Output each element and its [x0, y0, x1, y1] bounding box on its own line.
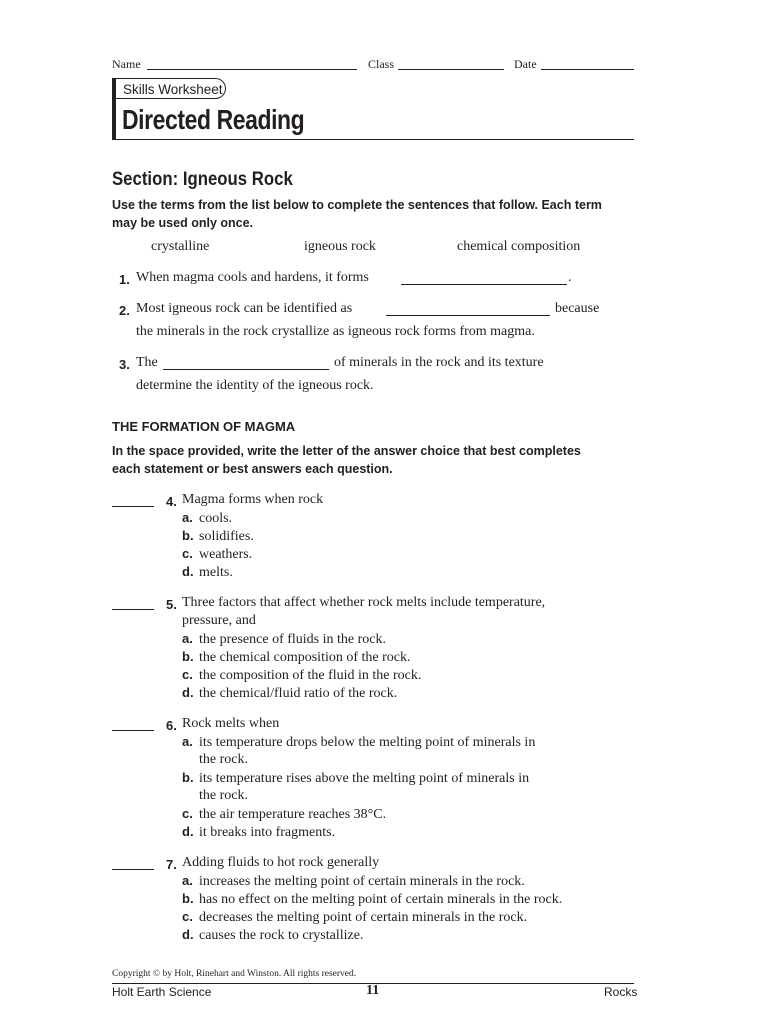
copyright-notice: Copyright © by Holt, Rinehart and Winston. All rights reserved. [112, 969, 357, 979]
choice-d [182, 927, 363, 944]
question-stem: pressure, and [182, 613, 256, 628]
choice-text: the chemical/fluid ratio of the rock. [199, 686, 398, 701]
question-number: 3. [119, 357, 130, 372]
question-number: 1. [119, 272, 130, 287]
choice-text-continued: the rock. [199, 788, 248, 803]
term-crystalline: crystalline [151, 239, 210, 254]
page-title: Directed Reading [122, 104, 305, 135]
question-text: the minerals in the rock crystallize as igneous rock forms from magma. [136, 324, 535, 339]
choice-letter: c. [182, 909, 193, 924]
choice-c [182, 667, 421, 684]
answer-blank-7[interactable] [112, 869, 154, 870]
choice-letter: d. [182, 927, 194, 942]
choice-text: the presence of fluids in the rock. [199, 632, 386, 647]
choice-a [182, 734, 535, 751]
date-label: Date [514, 57, 537, 71]
question-number: 4. [166, 494, 177, 509]
choice-letter: b. [182, 528, 194, 543]
choice-c [182, 909, 527, 926]
choice-text: cools. [199, 511, 233, 526]
choice-text: it breaks into fragments. [199, 825, 336, 840]
choice-text: its temperature drops below the melting point of minerals in [199, 735, 536, 750]
choice-text: its temperature rises above the melting point of minerals in [199, 771, 530, 786]
question-text: The [136, 355, 158, 370]
choice-letter: a. [182, 631, 193, 646]
instructions-line-1: Use the terms from the list below to complete the sentences that follow. Each term [112, 198, 602, 212]
instructions-line-2: each statement or best answers each question. [112, 462, 393, 476]
choice-c [182, 546, 252, 563]
question-stem: Magma forms when rock [182, 492, 324, 507]
date-field[interactable] [541, 69, 634, 70]
choice-letter: b. [182, 649, 194, 664]
choice-a [182, 873, 525, 890]
choice-text: increases the melting point of certain minerals in the rock. [199, 874, 525, 889]
choice-b [182, 649, 411, 666]
choice-letter: b. [182, 891, 194, 906]
question-text: . [568, 270, 572, 285]
choice-text: the chemical composition of the rock. [199, 650, 411, 665]
question-text: Most igneous rock can be identified as [136, 301, 353, 316]
choice-letter: d. [182, 685, 194, 700]
choice-text: decreases the melting point of certain minerals in the rock. [199, 910, 528, 925]
term-igneous-rock: igneous rock [304, 239, 376, 254]
choice-d [182, 564, 233, 581]
section-title: Section: Igneous Rock [112, 168, 293, 190]
choice-letter: a. [182, 873, 193, 888]
page-number: 11 [366, 983, 380, 998]
footer-chapter: Rocks [604, 985, 638, 999]
footer-book-title: Holt Earth Science [112, 985, 212, 999]
choice-d [182, 824, 335, 841]
answer-blank-2[interactable] [386, 315, 550, 316]
name-label: Name [112, 57, 141, 71]
question-text: When magma cools and hardens, it forms [136, 270, 369, 285]
choice-text-continued: the rock. [199, 752, 248, 767]
title-rule [112, 139, 634, 140]
choice-text: weathers. [199, 547, 253, 562]
question-text: because [555, 301, 600, 316]
choice-text: causes the rock to crystallize. [199, 928, 364, 943]
name-field[interactable] [147, 69, 357, 70]
answer-blank-1[interactable] [401, 284, 567, 285]
choice-letter: c. [182, 806, 193, 821]
worksheet-badge: Skills Worksheet [116, 78, 226, 99]
choice-b [182, 891, 562, 908]
question-number: 5. [166, 597, 177, 612]
choice-letter: c. [182, 667, 193, 682]
choice-letter: a. [182, 734, 193, 749]
choice-text: the air temperature reaches 38°C. [199, 807, 387, 822]
choice-letter: d. [182, 564, 194, 579]
choice-text: solidifies. [199, 529, 254, 544]
answer-blank-6[interactable] [112, 730, 154, 731]
subsection-heading: THE FORMATION OF MAGMA [112, 419, 296, 434]
choice-b [182, 528, 254, 545]
choice-text: melts. [199, 565, 233, 580]
question-number: 6. [166, 718, 177, 733]
answer-blank-4[interactable] [112, 506, 154, 507]
question-number: 7. [166, 857, 177, 872]
choice-text: has no effect on the melting point of certain minerals in the rock. [199, 892, 563, 907]
choice-a [182, 510, 232, 527]
question-number: 2. [119, 303, 130, 318]
choice-letter: b. [182, 770, 194, 785]
choice-a [182, 631, 386, 648]
question-text: of minerals in the rock and its texture [334, 355, 544, 370]
choice-letter: c. [182, 546, 193, 561]
answer-blank-5[interactable] [112, 609, 154, 610]
term-chemical-composition: chemical composition [457, 239, 581, 254]
choice-text: the composition of the fluid in the rock. [199, 668, 422, 683]
instructions-line-2: may be used only once. [112, 216, 254, 230]
instructions-line-1: In the space provided, write the letter of the answer choice that best completes [112, 444, 581, 458]
question-stem: Rock melts when [182, 716, 280, 731]
question-stem: Adding fluids to hot rock generally [182, 855, 380, 870]
question-stem: Three factors that affect whether rock melts include temperature, [182, 595, 546, 610]
question-text: determine the identity of the igneous rock. [136, 378, 374, 393]
choice-letter: d. [182, 824, 194, 839]
class-field[interactable] [398, 69, 504, 70]
choice-d [182, 685, 397, 702]
choice-letter: a. [182, 510, 193, 525]
answer-blank-3[interactable] [163, 369, 329, 370]
choice-b [182, 770, 529, 787]
class-label: Class [368, 57, 395, 71]
choice-c [182, 806, 386, 823]
